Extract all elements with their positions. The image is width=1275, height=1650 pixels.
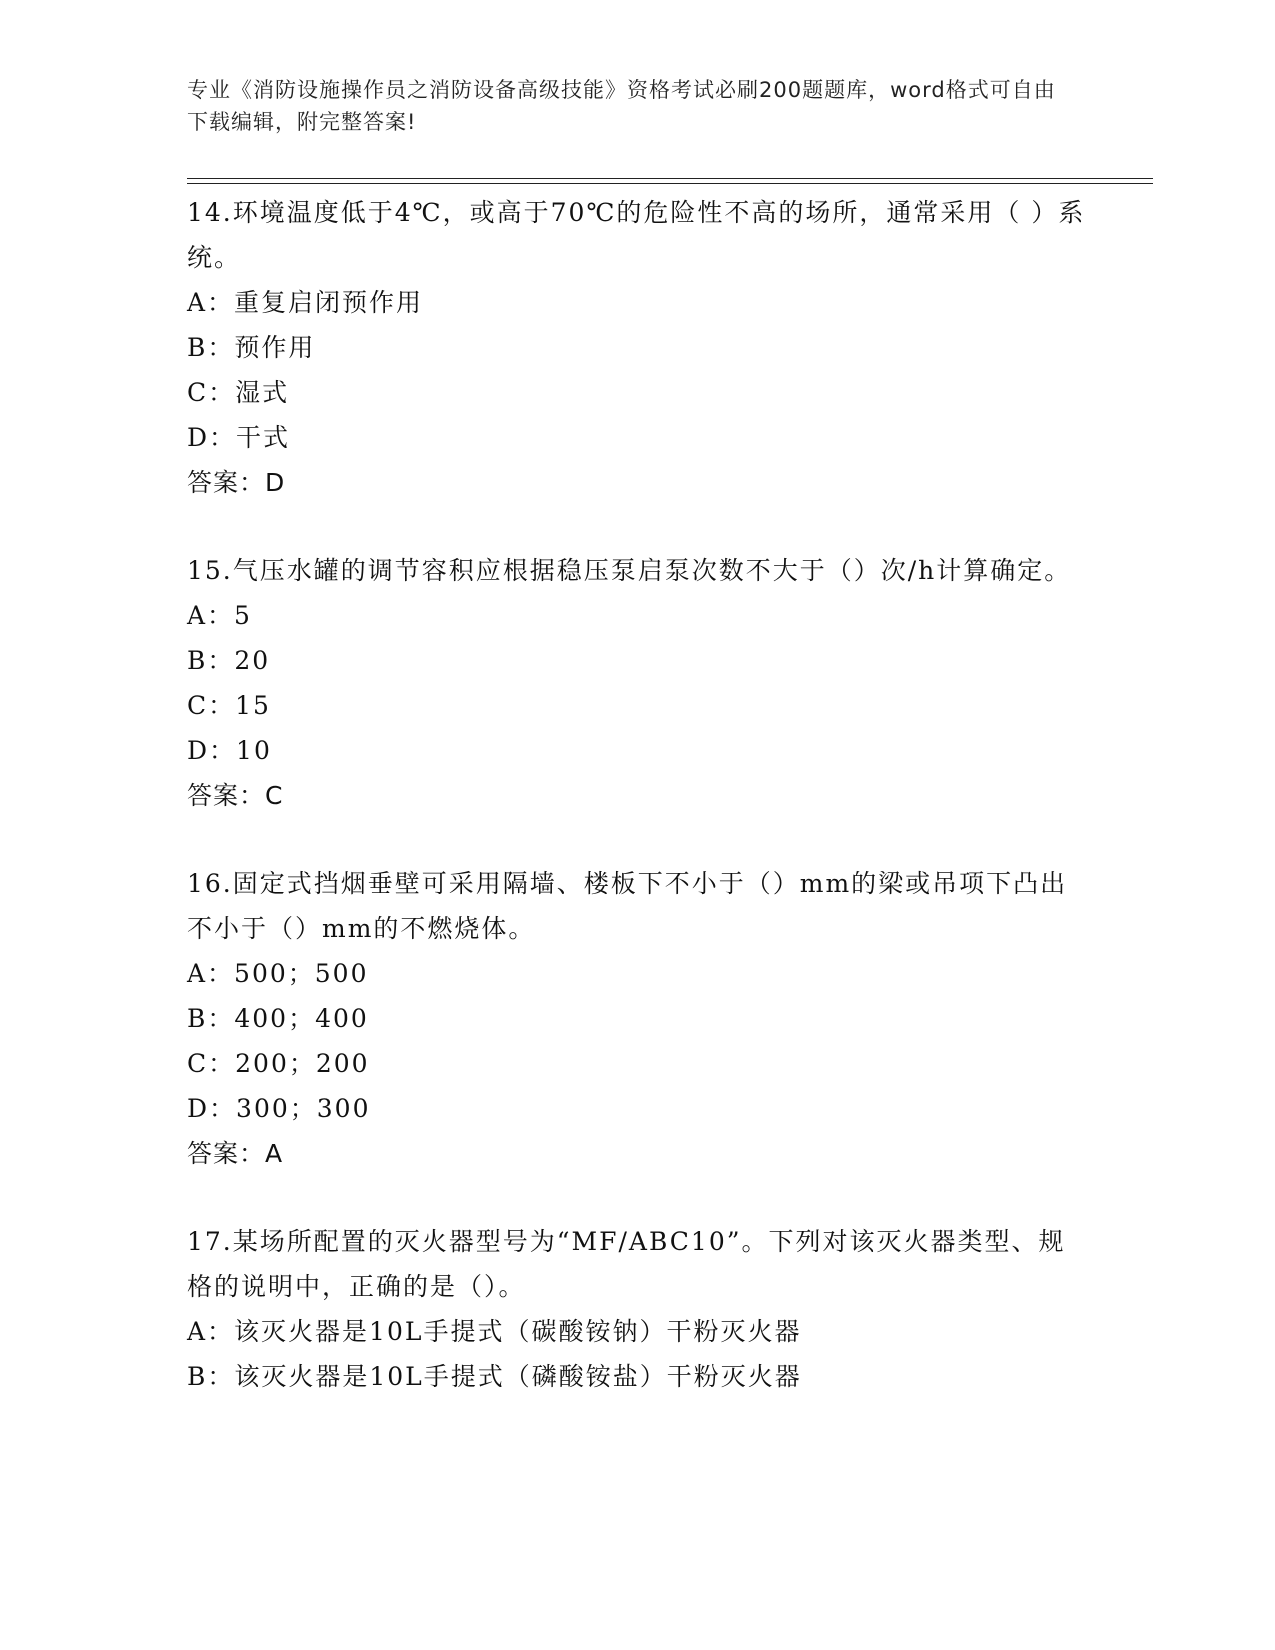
option-c: C：湿式	[187, 378, 290, 407]
option-d: D：300；300	[187, 1094, 371, 1123]
option-a: A：5	[187, 601, 252, 630]
question-text: 14.环境温度低于4℃，或高于70℃的危险性不高的场所，通常采用（ ）系统。	[187, 198, 1086, 272]
option-b: B：400；400	[187, 1004, 369, 1033]
answer: 答案：D	[187, 468, 286, 497]
question-17	[187, 1219, 1087, 1399]
header-divider-top	[187, 178, 1153, 179]
option-c: C：200；200	[187, 1049, 370, 1078]
document-header: 专业《消防设施操作员之消防设备高级技能》资格考试必刷200题题库，word格式可自由下载编辑，附完整答案!	[187, 78, 1056, 134]
option-b: B：20	[187, 646, 271, 675]
option-a: A：重复启闭预作用	[187, 288, 424, 317]
header-divider-bottom	[187, 183, 1153, 184]
question-16	[187, 861, 1087, 1176]
option-c: C：15	[187, 691, 271, 720]
option-d: D：干式	[187, 423, 291, 452]
question-list	[187, 190, 1087, 1442]
answer: 答案：A	[187, 1139, 284, 1168]
option-b: B：该灭火器是10L手提式（磷酸铵盐）干粉灭火器	[187, 1362, 802, 1391]
question-text: 17.某场所配置的灭火器型号为“MF/ABC10”。下列对该灭火器类型、规格的说明中，正确的是（）。	[187, 1227, 1066, 1301]
question-text: 16.固定式挡烟垂壁可采用隔墙、楼板下不小于（）mm的梁或吊项下凸出不小于（）mm的不燃烧体。	[187, 869, 1068, 943]
answer: 答案：C	[187, 781, 284, 810]
question-14	[187, 190, 1087, 505]
option-a: A：该灭火器是10L手提式（碳酸铵钠）干粉灭火器	[187, 1317, 802, 1346]
option-b: B：预作用	[187, 333, 316, 362]
question-15	[187, 548, 1087, 818]
question-text: 15.气压水罐的调节容积应根据稳压泵启泵次数不大于（）次/h计算确定。	[187, 556, 1072, 585]
option-d: D：10	[187, 736, 272, 765]
option-a: A：500；500	[187, 959, 369, 988]
